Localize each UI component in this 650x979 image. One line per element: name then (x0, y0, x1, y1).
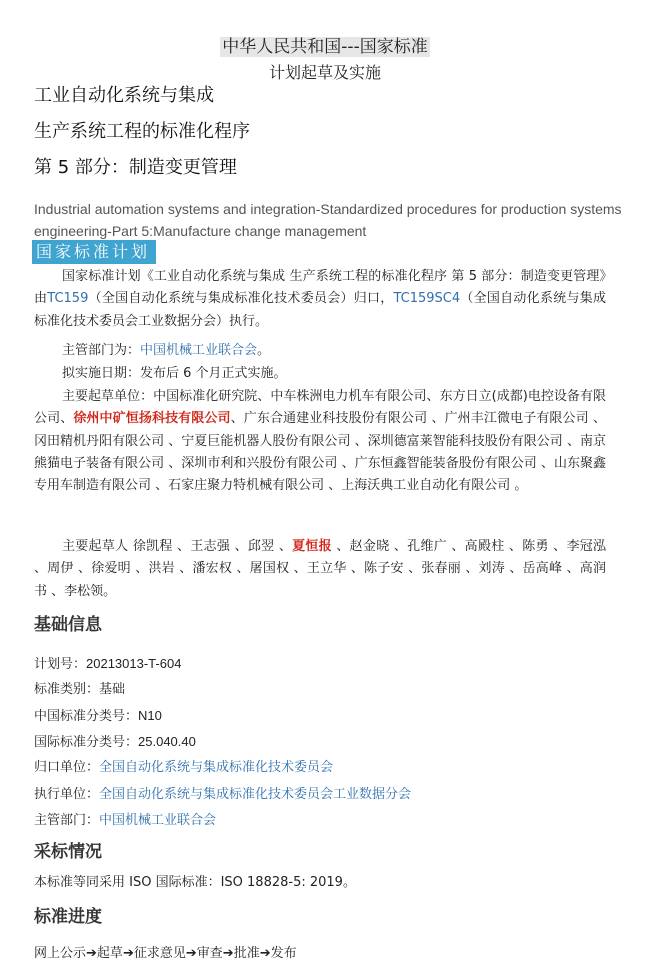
step-publicity: 网上公示 (34, 946, 87, 961)
highlighted-person: 夏恒报 (292, 539, 332, 554)
info-row-tc: 归口单位：全国自动化系统与集成标准化技术委员会 (34, 760, 334, 775)
tc-link[interactable]: TC159 (47, 291, 89, 307)
title-line-3: 第 5 部分：制造变更管理 (34, 157, 237, 178)
step-comments: 征求意见 (133, 946, 186, 961)
header-line-1: 中华人民共和国---国家标准 (222, 37, 428, 57)
title-line-1: 工业自动化系统与集成 (34, 85, 214, 106)
progress-flow (34, 944, 297, 964)
english-title: Industrial automation systems and integration-Standardized procedures for production systems engineering-Part 5:Manufacture change management (34, 201, 622, 239)
info-row-ccs: 中国标准分类号：N10 (34, 708, 162, 724)
dept-link[interactable]: 中国机械工业联合会 (140, 343, 258, 358)
plan-dept: 主管部门为：中国机械工业联合会。 (62, 343, 271, 358)
executor-link[interactable]: 全国自动化系统与集成标准化技术委员会工业数据分会 (99, 787, 412, 802)
info-row-plan-number: 计划号：20213013-T-604 (34, 656, 182, 672)
dept-unit-link[interactable]: 中国机械工业联合会 (99, 813, 217, 828)
step-publish: 发布 (270, 946, 297, 961)
adoption-heading: 采标情况 (34, 842, 102, 862)
plan-tag: 国家标准计划 (32, 240, 156, 264)
header-line-2: 计划起草及实施 (268, 63, 381, 82)
basic-info-heading: 基础信息 (34, 615, 102, 635)
info-row-dept: 主管部门：中国机械工业联合会 (34, 813, 217, 828)
tc-unit-link[interactable]: 全国自动化系统与集成标准化技术委员会 (99, 760, 334, 775)
arrow-icon: ➔ (222, 946, 234, 961)
arrow-icon: ➔ (122, 946, 134, 961)
arrow-icon: ➔ (86, 946, 97, 961)
highlighted-unit: 徐州中矿恒扬科技有限公司 (73, 411, 231, 427)
plan-intro: 国家标准计划《工业自动化系统与集成 生产系统工程的标准化程序 第 5 部分：制造变更管理》由TC159（全国自动化系统与集成标准化技术委员会）归口，TC159SC4（全国自动化系统与集成标准化技术委员会工业数据分会）执行。 (34, 269, 606, 329)
plan-people: 主要起草人 徐凯程 、王志强 、邱翌 、夏恒报 、赵金晓 、孔维广 、高殿柱 、陈勇 、李冠泓 、周伊 、徐爱明 、洪岩 、潘宏权 、屠国权 、王立华 、陈子安 、张春丽 、刘涛 、岳高峰 、高润书 、李松领。 (34, 539, 606, 599)
sc-link[interactable]: TC159SC4 (393, 291, 461, 307)
info-row-category: 标准类别：基础 (34, 682, 126, 697)
step-review: 审查 (196, 946, 223, 961)
info-row-ics: 国际标准分类号：25.040.40 (34, 734, 196, 750)
step-approve: 批准 (233, 946, 260, 961)
info-row-executor: 执行单位：全国自动化系统与集成标准化技术委员会工业数据分会 (34, 787, 412, 802)
title-line-2: 生产系统工程的标准化程序 (34, 121, 250, 142)
adoption-text: 本标准等同采用 ISO 国际标准：ISO 18828-5: 2019。 (34, 875, 356, 890)
plan-date: 拟实施日期：发布后 6 个月正式实施。 (62, 366, 287, 381)
plan-units: 主要起草单位：中国标准化研究院、中车株洲电力机车有限公司、东方日立(成都)电控设备有限公司、徐州中矿恒扬科技有限公司、广东合通建业科技股份有限公司 、广州丰江微电子有限公司 、冈田精机丹阳有限公司 、宁夏巨能机器人股份有限公司 、深圳德富莱智能科技股份有限公司 、南京熊猫电子装备有限公司 、深圳市利和兴股份有限公司 、广东恒鑫智能装备股份有限公司 、山东聚鑫专用车制造有限公司 、石家庄聚力特机械有限公司 、上海沃典工业自动化有限公司 。 (34, 389, 606, 494)
step-draft: 起草 (96, 946, 123, 961)
arrow-icon: ➔ (259, 946, 271, 961)
arrow-icon: ➔ (185, 946, 197, 961)
progress-heading: 标准进度 (34, 907, 102, 927)
